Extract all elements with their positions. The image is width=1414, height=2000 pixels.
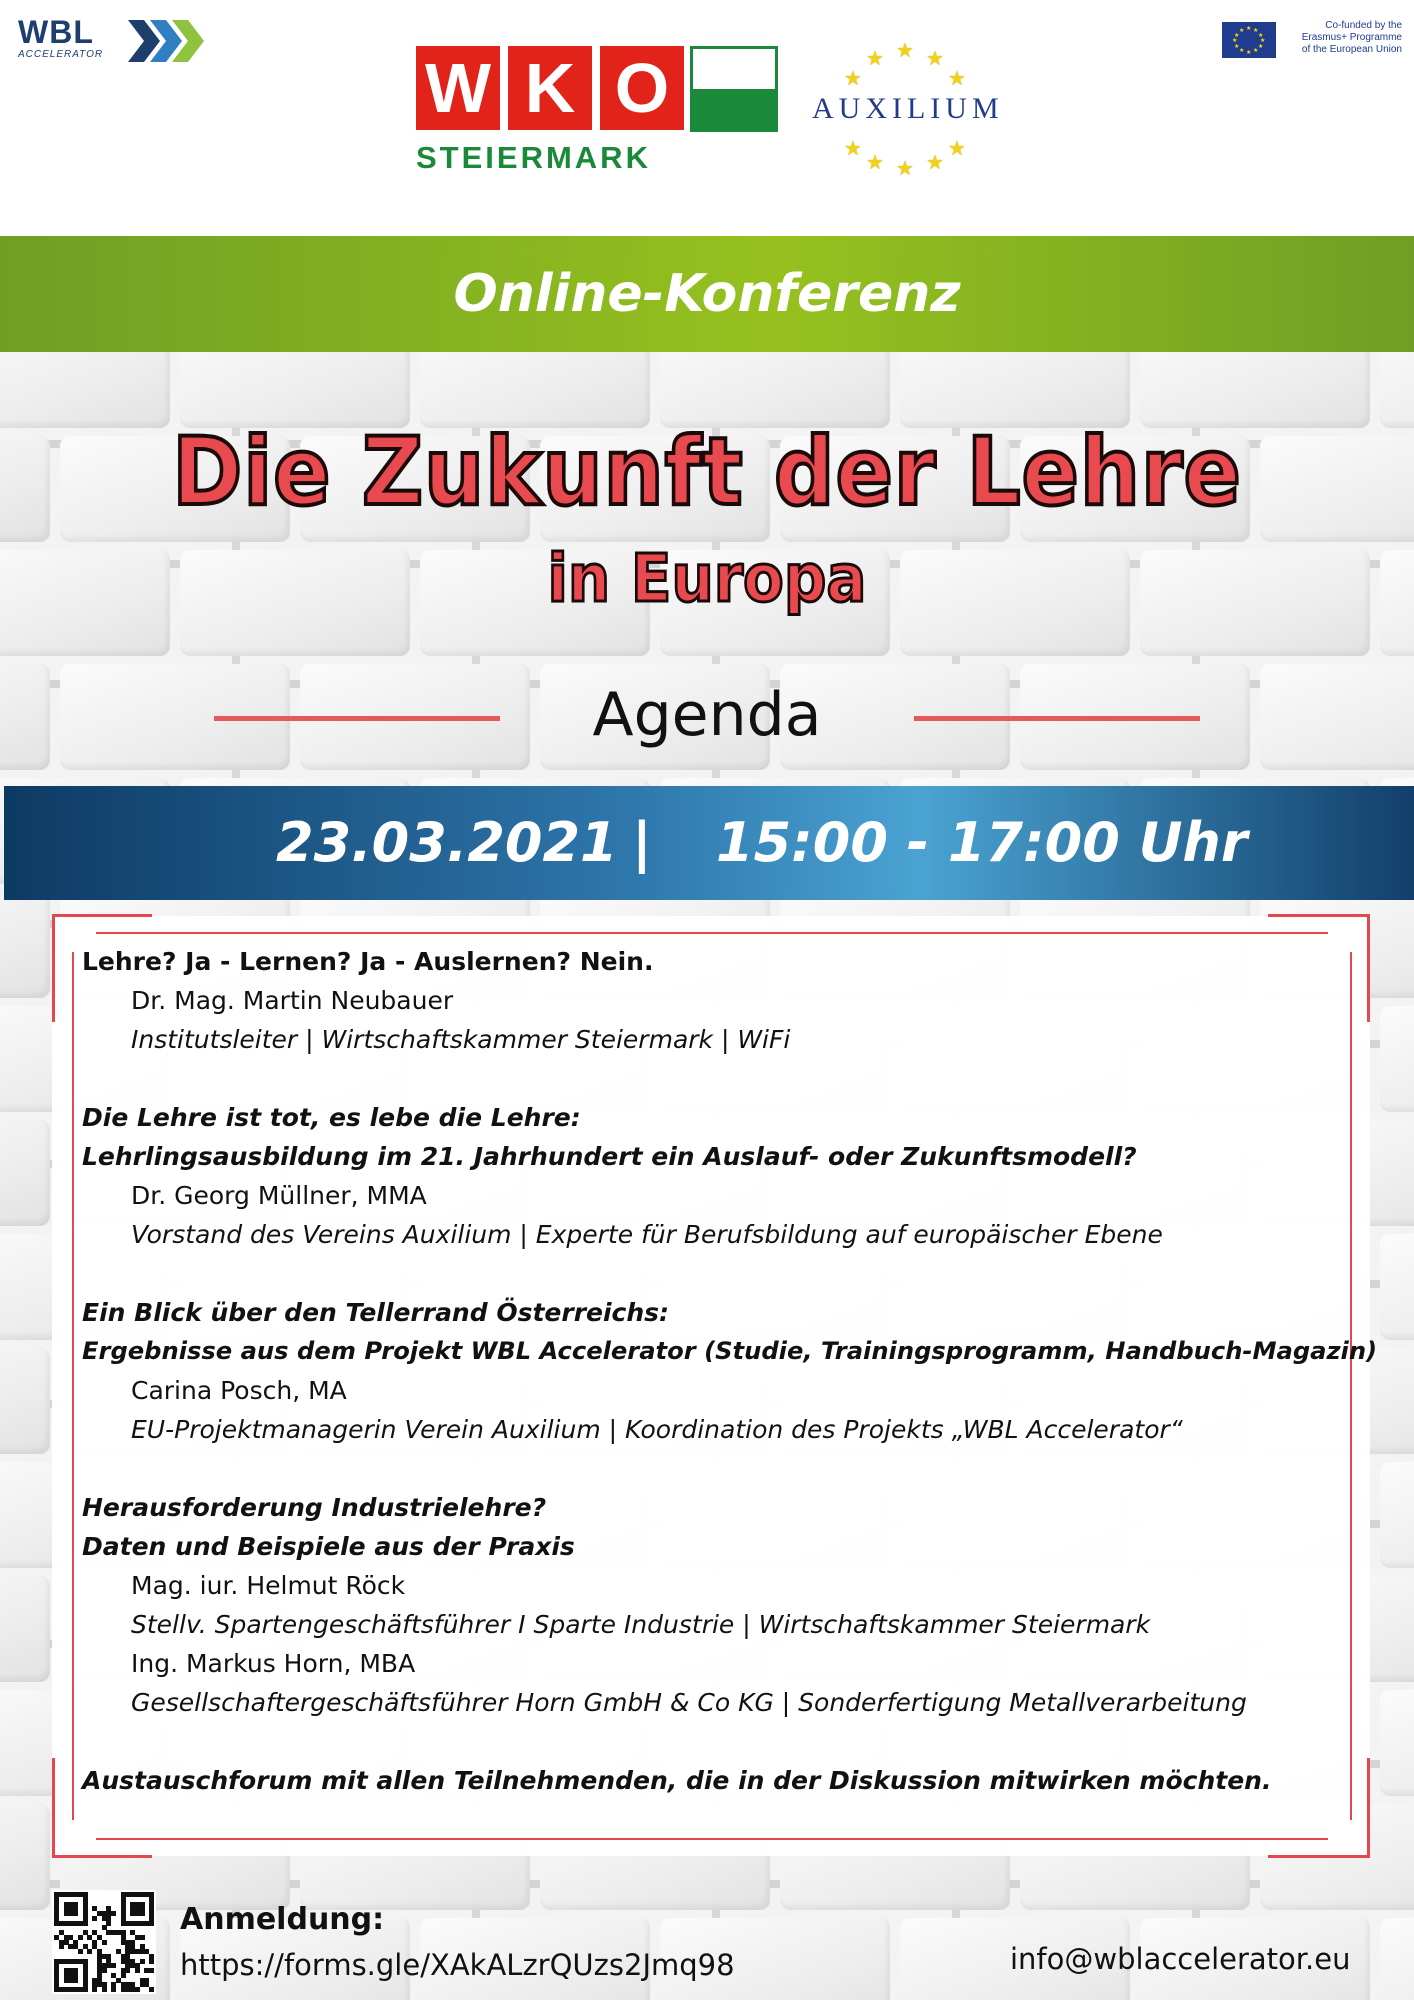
frame-corner xyxy=(52,1855,152,1858)
styria-flag-icon xyxy=(690,46,778,132)
star-icon: ★ xyxy=(844,66,862,90)
frame-inner-top xyxy=(96,932,1328,934)
talk-4-title: Herausforderung Industrielehre? xyxy=(82,1493,547,1522)
wko-steiermark-logo xyxy=(416,46,778,174)
wko-region: STEIERMARK xyxy=(416,140,651,175)
talk-4-subtitle: Daten und Beispiele aus der Praxis xyxy=(82,1532,575,1561)
talk-3-role: EU-Projektmanagerin Verein Auxilium | Koordination des Projekts „WBL Accelerator“ xyxy=(131,1415,1183,1444)
frame-inner-bottom xyxy=(96,1838,1328,1840)
star-icon: ★ xyxy=(866,46,884,70)
event-date: 23.03.2021 xyxy=(276,811,618,874)
event-time: 15:00 - 17:00 Uhr xyxy=(716,811,1248,874)
registration-label: Anmeldung: xyxy=(180,1902,385,1937)
date-separator: | xyxy=(632,811,652,874)
talk-3-subtitle: Ergebnisse aus dem Projekt WBL Accelerator (Studie, Trainingsprogramm, Handbuch-Magazin) xyxy=(82,1337,1378,1365)
auxilium-word: AUXILIUM xyxy=(812,92,1004,125)
auxilium-logo xyxy=(806,40,1006,180)
registration-link[interactable]: https://forms.gle/XAkALzrQUzs2Jmq98 xyxy=(180,1948,735,1982)
talk-2-role: Vorstand des Vereins Auxilium | Experte für Berufsbildung auf europäischer Ebene xyxy=(131,1220,1163,1249)
frame-corner xyxy=(52,914,55,1022)
talk-3-speaker: Carina Posch, MA xyxy=(131,1376,347,1405)
star-icon: ★ xyxy=(926,46,944,70)
eu-funding-text xyxy=(1282,20,1402,56)
agenda-list xyxy=(82,942,1382,1800)
talk-4-role-2: Gesellschaftergeschäftsführer Horn GmbH & Co KG | Sonderfertigung Metallverarbeitung xyxy=(131,1688,1247,1717)
star-icon: ★ xyxy=(896,38,914,62)
talk-4-role-1: Stellv. Spartengeschäftsführer I Sparte Industrie | Wirtschaftskammer Steiermark xyxy=(131,1610,1151,1639)
wbl-logo-word: WBL xyxy=(18,14,94,50)
wbl-accelerator-logo xyxy=(18,14,198,64)
star-icon: ★ xyxy=(844,136,862,160)
frame-corner xyxy=(52,914,152,917)
wko-letter-k: K xyxy=(508,46,592,130)
star-icon: ★ xyxy=(896,156,914,180)
conference-type-band xyxy=(0,236,1414,352)
wbl-logo-sub: ACCELERATOR xyxy=(18,49,104,60)
talk-2-subtitle: Lehrlingsausbildung im 21. Jahrhundert ein Auslauf- oder Zukunftsmodell? xyxy=(82,1142,1137,1171)
talk-2-speaker: Dr. Georg Müllner, MMA xyxy=(131,1181,427,1210)
frame-inner-left xyxy=(72,952,74,1820)
talk-3-title: Ein Blick über den Tellerrand Österreichs: xyxy=(82,1298,670,1327)
eu-erasmus-logo xyxy=(1222,20,1402,60)
contact-email[interactable]: info@wblaccelerator.eu xyxy=(1010,1942,1351,1976)
conference-type-title: Online-Konferenz xyxy=(453,264,961,324)
date-time-band xyxy=(4,786,1414,900)
qr-code-icon[interactable] xyxy=(52,1890,156,1994)
talk-1-role: Institutsleiter | Wirtschaftskammer Steiermark | WiFi xyxy=(131,1025,791,1054)
talk-1-speaker: Dr. Mag. Martin Neubauer xyxy=(131,986,454,1015)
agenda-divider-right xyxy=(914,716,1200,721)
agenda-heading: Agenda xyxy=(592,680,822,750)
chevrons-icon xyxy=(128,18,210,64)
star-icon: ★ xyxy=(866,150,884,174)
eu-line-3: of the European Union xyxy=(1301,44,1402,55)
star-icon: ★ xyxy=(948,66,966,90)
star-icon: ★ xyxy=(926,150,944,174)
eu-line-1: Co-funded by the xyxy=(1325,20,1402,31)
talk-2-title: Die Lehre ist tot, es lebe die Lehre: xyxy=(82,1103,581,1132)
closing-forum: Austauschforum mit allen Teilnehmenden, die in der Diskussion mitwirken möchten. xyxy=(82,1766,1272,1795)
eu-line-2: Erasmus+ Programme xyxy=(1301,32,1402,43)
talk-1-title: Lehre? Ja - Lernen? Ja - Auslernen? Nein. xyxy=(82,947,654,976)
headline-main: Die Zukunft der Lehre xyxy=(172,418,1242,527)
frame-corner xyxy=(1268,1855,1370,1858)
headline-sub: in Europa xyxy=(547,540,867,617)
wko-letter-w: W xyxy=(416,46,500,130)
talk-4-speaker-2: Ing. Markus Horn, MBA xyxy=(131,1649,416,1678)
frame-corner xyxy=(1268,914,1370,917)
star-icon: ★ xyxy=(948,136,966,160)
eu-flag-icon: ★ ★ ★ ★ ★ ★ ★ ★ ★ ★ ★ ★ xyxy=(1222,22,1276,58)
wko-letter-o: O xyxy=(600,46,684,130)
header xyxy=(0,0,1414,236)
frame-corner xyxy=(52,1758,55,1858)
brick-row xyxy=(0,352,1414,428)
talk-4-speaker-1: Mag. iur. Helmut Röck xyxy=(131,1571,406,1600)
